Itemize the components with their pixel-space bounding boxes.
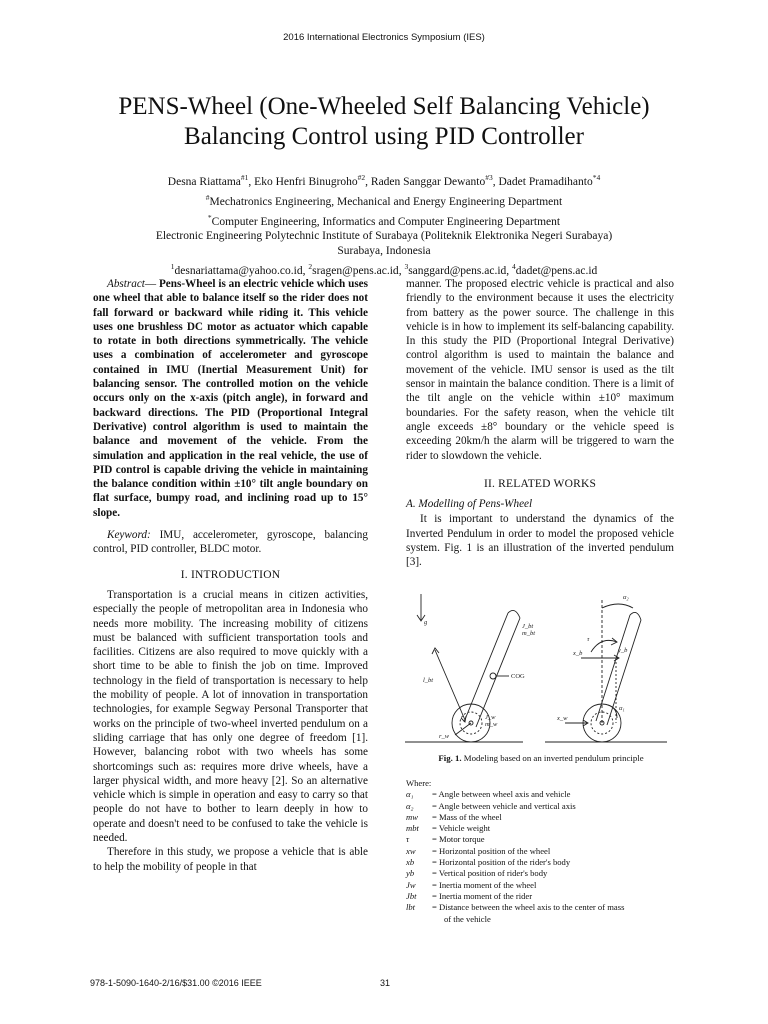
svg-text:J_bt: J_bt (522, 623, 534, 630)
institution: Electronic Engineering Polytechnic Institute of Surabaya (Politeknik Elektronika Negeri Surabaya) (155, 230, 613, 243)
list-item: mbt = Vehicle weight (406, 823, 491, 834)
affiliation-1: #Mechatronics Engineering, Mechanical and Energy Engineering Department (205, 192, 563, 208)
intro-paragraph-3: manner. The proposed electric vehicle is practical and also friendly to the environment because it uses the electricity from battery as the power source. The challenge in this vehicle is in how to implement its self-balancing capability. In this study the PID (Proportional Integral Derivative) control algorithm is used to maintain the balance and movement of the vehicle. IMU sensor is used as the tilt sensor in maintain the balance condition. There is a limit of the tilt angle on the vehicle within ±10° maximum boundaries. For the safety reason, when the vehicle tilt angle exceeds ±8° boundary or the vehicle speed is exceeding 20km/h the alarm will be triggered to warn the rider to slowdown the vehicle. (406, 278, 674, 462)
symbol-definitions (406, 778, 678, 925)
left-column (93, 277, 368, 874)
svg-text:g: g (424, 619, 428, 626)
email-link[interactable]: dadet@pens.ac.id (515, 265, 598, 278)
isbn: 978-1-5090-1640-2/16/$31.00 ©2016 IEEE (90, 978, 262, 988)
list-item: Jw = Inertia moment of the wheel (406, 879, 537, 890)
page-footer (90, 978, 690, 988)
list-item: xb = Horizontal position of the rider's body (406, 857, 571, 868)
svg-text:r_w: r_w (439, 733, 450, 740)
list-item: mw = Mass of the wheel (406, 811, 502, 822)
email-link[interactable]: sragen@pens.ac.id (312, 265, 399, 278)
email-link[interactable]: desnariattama@yahoo.co.id (174, 265, 303, 278)
intro-paragraph-1: Transportation is a crucial means in citizen activities, especially the people of metropolitan area in Indonesia who needs more mobility. The increasing mobility of citizens must be balanced with sufficient transportation tools and facilities. Citizens are also required to move quickly with a short time to be able to finish the job on time. Improved technology in the field of transportation is necessary to help the mobility of people. A lot of innovation in transportation technologies, for example Segway Personal Transporter that works on the principle of two-wheel inverted pendulum on a sliding carriage that has only one degree of freedom [1]. However, balancing robot with two wheels has some shortcomings such as: requires more drive wheels, have a larger physical width, and more heavy [2]. So an alternative vehicle which is simple in operation and easy to carry so that people do not have to bother to learn deeply in how to operate and doesn't need to be confused to take the vehicle is needed. (93, 588, 368, 844)
abstract: Abstract— Pens-Wheel is an electric vehicle which uses one wheel that able to balance itself so the rider does not fall forward or backward while riding it. This vehicle uses one brushless DC motor as actuator which capable to rotate in both directions symmetrically. The vehicle uses a combination of accelerometer and gyroscope contained in IMU (Inertial Measurement Unit) for balancing sensor. The controlled motion on the vehicle occurs only on the x-axis (pitch angle), in forward and backward directions. The PID (Proportional Integral Derivative) control algorithm is used to maintain the balance and movement of the vehicle. From the simulation and application in the real vehicle, the use of PID control is capable driving the vehicle in maintaining the balance condition within ±10° tilt angle boundary on flat surface, bumpy road, and inclining road up to 15° slope. (93, 278, 368, 519)
list-item: α₂ = Angle between vehicle and vertical axis (406, 800, 576, 811)
where-title: Where: (406, 778, 432, 788)
list-item-continuation: of the vehicle (444, 913, 491, 924)
svg-text:m_bt: m_bt (522, 630, 535, 637)
author-block (60, 170, 708, 279)
paper-title (40, 92, 728, 152)
list-item: lbt = Distance between the wheel axis to the center of mass (406, 902, 625, 913)
section-heading-introduction: I. INTRODUCTION (180, 568, 281, 581)
list-item: xw = Horizontal position of the wheel (406, 845, 551, 856)
svg-text:J_w: J_w (485, 714, 496, 721)
emails: $^1$desnariattama@yahoo.co.id, $^2$sragen@pens.ac.id, $^3$sanggard@pens.ac.id, $^4$dadet@pens.ac.id (170, 262, 598, 278)
title-line-1: PENS-Wheel (One-Wheeled Self Balancing Vehicle) (118, 93, 650, 120)
conference-header: 2016 International Electronics Symposium (IES) (283, 32, 485, 43)
svg-text:x_b: x_b (573, 650, 583, 657)
svg-text:x_w: x_w (557, 715, 568, 722)
author-names: Desna Riattama$^{\#1}$, Eko Henfri Binugroho$^{\#2}$, Raden Sanggar Dewanto$^{\#3}$, Dadet Pramadihanto$^{*4}$ (167, 173, 601, 188)
right-column (406, 277, 674, 570)
list-item: Jbt = Inertia moment of the rider (406, 890, 533, 901)
figure-caption: Fig. 1. Modeling based on an inverted pendulum principle (438, 753, 644, 763)
email-link[interactable]: sanggard@pens.ac.id (408, 265, 507, 278)
keywords: Keyword: IMU, accelerometer, gyroscope, balancing control, PID controller, BLDC motor. (93, 529, 368, 556)
title-line-2: Balancing Control using PID Controller (184, 123, 584, 150)
list-item: τ = Motor torque (406, 834, 485, 845)
svg-text:τ: τ (587, 636, 590, 643)
svg-text:m_w: m_w (485, 721, 498, 728)
affiliation-2: *Computer Engineering, Informatics and Computer Engineering Department (207, 212, 561, 228)
inverted-pendulum-figure (405, 590, 677, 760)
list-item: yb = Vertical position of rider's body (406, 868, 548, 879)
subsection-heading: A. Modelling of Pens-Wheel (406, 498, 533, 511)
svg-text:y_b: y_b (618, 647, 628, 654)
page-number: 31 (380, 978, 391, 988)
svg-text:α₁: α₁ (619, 705, 625, 712)
city: Surabaya, Indonesia (337, 245, 431, 258)
list-item: α₁ = Angle between wheel axis and vehicle (406, 789, 571, 800)
section-heading-related-works: II. RELATED WORKS (483, 477, 597, 490)
related-paragraph-1: It is important to understand the dynamics of the Inverted Pendulum in order to model the proposed vehicle system. Fig. 1 is an illustration of the inverted pendulum [3]. (406, 513, 674, 569)
intro-paragraph-2: Therefore in this study, we propose a vehicle that is able to help the mobility of people in that (93, 846, 368, 873)
svg-text:l_bt: l_bt (423, 677, 434, 684)
svg-text:α₂: α₂ (623, 594, 629, 601)
svg-text:COG: COG (511, 673, 525, 680)
